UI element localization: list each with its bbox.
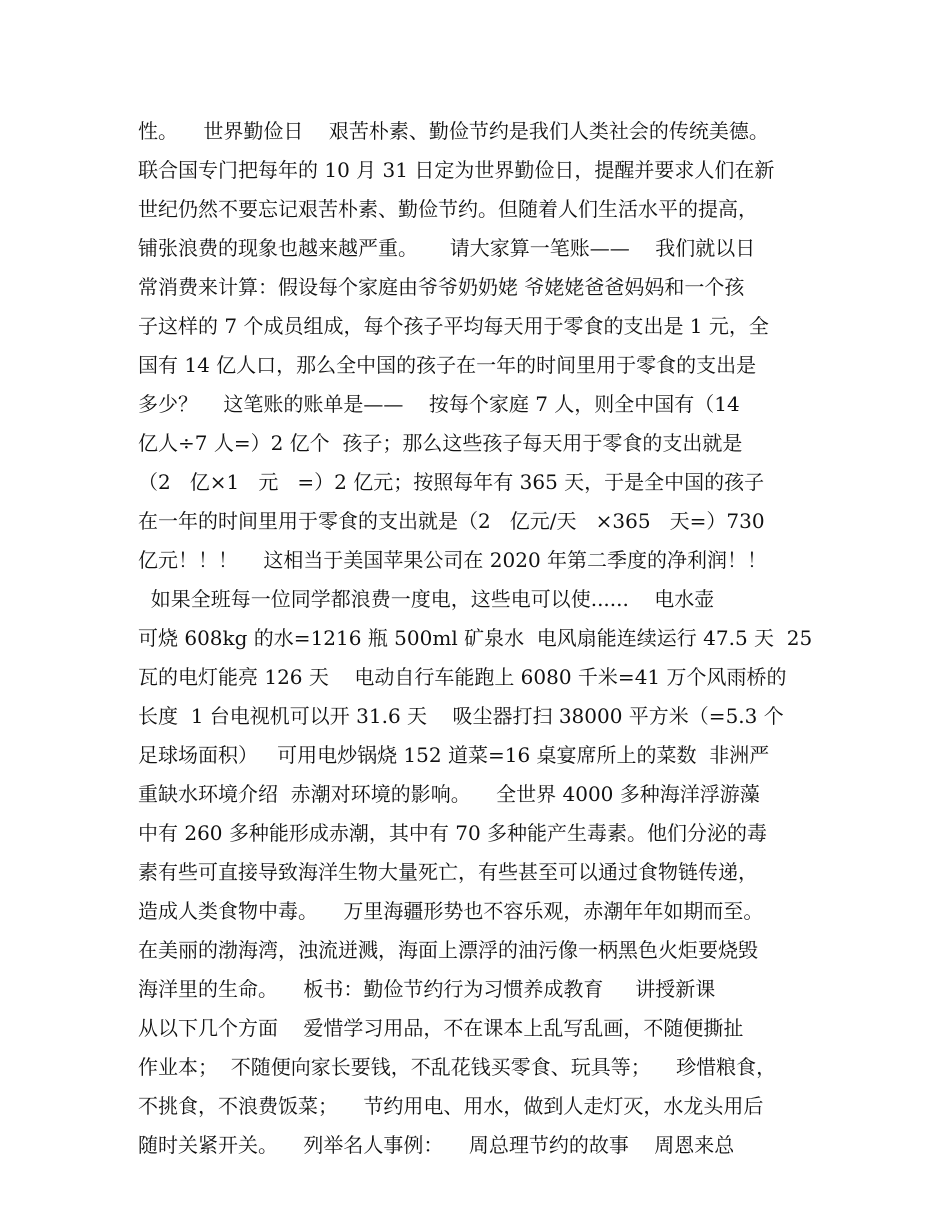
body-text [138,112,838,1165]
text-line: 亿元！！！ 这相当于美国苹果公司在 2020 年第二季度的净利润！！ [138,548,768,572]
text-line: 国有 14 亿人口，那么全中国的孩子在一年的时间里用于零食的支出是 [138,353,757,377]
text-line: 世纪仍然不要忘记艰苦朴素、勤俭节约。但随着人们生活水平的提高， [138,197,758,221]
text-line: 足球场面积） 可用电炒锅烧 152 道菜=16 桌宴席所上的菜数 非洲严 [138,743,770,767]
text-line: 在美丽的渤海湾，浊流迸溅，海面上漂浮的油污像一柄黑色火炬要烧毁 [138,938,758,962]
text-line: 子这样的 7 个成员组成，每个孩子平均每天用于零食的支出是 1 元，全 [138,314,769,338]
text-line: 作业本； 不随便向家长要钱，不乱花钱买零食、玩具等； 珍惜粮食， [138,1055,777,1079]
text-line: 多少？ 这笔账的账单是—— 按每个家庭 7 人，则全中国有（14 [138,392,740,416]
text-line: （2 亿×1 元 =）2 亿元；按照每年有 365 天，于是全中国的孩子 [138,470,765,494]
text-line: 中有 260 多种能形成赤潮，其中有 70 多种能产生毒素。他们分泌的毒 [138,821,768,845]
text-line: 造成人类食物中毒。 万里海疆形势也不容乐观，赤潮年年如期而至。 [138,899,764,923]
text-line: 联合国专门把每年的 10 月 31 日定为世界勤俭日，提醒并要求人们在新 [138,158,775,182]
text-line: 亿人÷7 人=）2 亿个 孩子；那么这些孩子每天用于零食的支出就是 [138,431,743,455]
text-line: 重缺水环境介绍 赤潮对环境的影响。 全世界 4000 多种海洋浮游藻 [138,782,760,806]
text-line: 随时关紧开关。 列举名人事例： 周总理节约的故事 周恩来总 [138,1133,735,1157]
text-line: 性。 世界勤俭日 艰苦朴素、勤俭节约是我们人类社会的传统美德。 [138,119,769,143]
text-line: 在一年的时间里用于零食的支出就是（2 亿元/天 ×365 天=）730 [138,509,765,533]
text-line: 长度 1 台电视机可以开 31.6 天 吸尘器打扫 38000 平方米（=5.3 个 [138,704,784,728]
text-line: 可烧 608kg 的水=1216 瓶 500ml 矿泉水 电风扇能连续运行 47.5 天 25 [138,626,813,650]
text-line: 从以下几个方面 爱惜学习用品，不在课本上乱写乱画，不随便撕扯 [138,1016,744,1040]
text-line: 如果全班每一位同学都浪费一度电，这些电可以使...... 电水壶 [138,587,715,611]
text-line: 海洋里的生命。 板书：勤俭节约行为习惯养成教育 讲授新课 [138,977,716,1001]
text-line: 铺张浪费的现象也越来越严重。 请大家算一笔账—— 我们就以日 [138,236,756,260]
text-line: 素有些可直接导致海洋生物大量死亡，有些甚至可以通过食物链传递， [138,860,758,884]
text-line: 常消费来计算：假设每个家庭由爷爷奶奶姥 爷姥姥爸爸妈妈和一个孩 [138,275,745,299]
text-line: 不挑食，不浪费饭菜； 节约用电、用水，做到人走灯灭，水龙头用后 [138,1094,764,1118]
text-line: 瓦的电灯能亮 126 天 电动自行车能跑上 6080 千米=41 万个风雨桥的 [138,665,787,689]
